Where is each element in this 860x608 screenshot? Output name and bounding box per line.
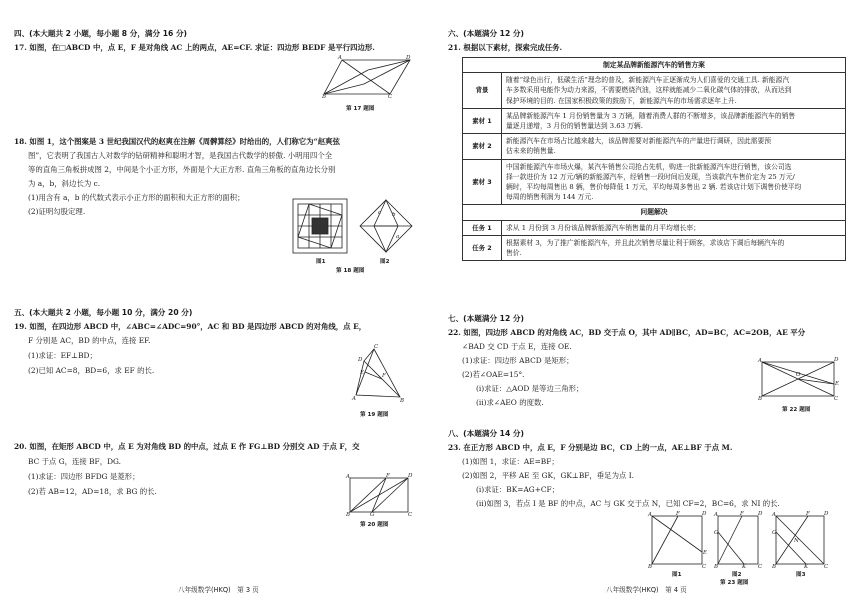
figure-20-caption: 第 20 题图 xyxy=(360,522,389,528)
question-22-line-5: (ⅰ)求证：△AOD 是等边三角形； xyxy=(476,384,584,393)
row-line: 车多数采用电能作为动力来源，不需要燃烧汽油，这样就能减少二氧化碳气体的排放，从而达到 xyxy=(506,86,792,95)
figure-17-caption: 第 17 题图 xyxy=(346,106,375,112)
row-line: 量逐月递增，3 月份的销售量达到 3.63 万辆. xyxy=(506,122,643,131)
row-content xyxy=(502,220,846,235)
svg-text:A: A xyxy=(758,358,762,364)
figure-23-2-label: 图2 xyxy=(732,572,742,578)
question-20-line-2: BC 于点 G，连接 BF，DG. xyxy=(28,457,121,466)
svg-text:C: C xyxy=(408,512,413,518)
svg-text:A: A xyxy=(648,512,652,518)
row-header: 任务 2 xyxy=(463,235,502,260)
question-22-line-6: (ⅱ)求∠AEO 的度数. xyxy=(476,398,544,407)
svg-text:D: D xyxy=(834,357,839,363)
section-6-heading: 六、(本题满分 12 分) xyxy=(448,29,524,38)
section-5-heading: 五、(本大题共 2 小题，每小题 10 分，满分 20 分) xyxy=(14,308,193,317)
svg-text:B: B xyxy=(648,564,653,570)
table-row xyxy=(463,235,846,260)
right-page-footer: 八年级数学(HKQ) 第 4 页 xyxy=(606,586,687,594)
question-20-line-1: 20. 如图，在矩形 ABCD 中，点 E 为对角线 BD 的中点，过点 E 作 FG⊥BD 分别交 AD 于点 F，交 xyxy=(14,442,360,451)
row-content xyxy=(502,108,846,133)
question-18-line-5: (1)用含有 a，b 的代数式表示小正方形的面积和大正方形的面积； xyxy=(28,193,245,202)
row-line: 随着“绿色出行，低碳生活”理念的普及，新能源汽车正逐渐成为人们喜爱的交通工具. 新能源汽 xyxy=(506,76,790,85)
question-22-line-4: (2)若∠OAE=15°. xyxy=(462,370,525,379)
row-line: 辆时，平均每周售出 8 辆，售价每降低 1 万元，平均每周多售出 2 辆. 若该店计划下调售价使平均 xyxy=(506,183,802,192)
svg-text:K: K xyxy=(742,564,747,570)
question-18-line-4: 为 a，b，斜边长为 c. xyxy=(28,179,101,188)
row-header: 素材 2 xyxy=(463,134,502,159)
question-22-line-2: ∠BAD 交 CD 于点 E，连接 OE. xyxy=(462,342,572,351)
svg-text:E: E xyxy=(360,370,365,376)
svg-text:C: C xyxy=(834,396,839,402)
svg-text:C: C xyxy=(374,344,379,350)
question-19-line-4: (2)已知 AC=8，BD=6，求 EF 的长. xyxy=(28,366,155,375)
question-18-line-1: 18. 如图 1，这个图案是 3 世纪我国汉代的赵爽在注解《周髀算经》时给出的，人们称它为“赵爽弦 xyxy=(14,137,340,146)
question-23-line-1: 23. 在正方形 ABCD 中，点 E，F 分别是边 BC，CD 上的一点，AE⊥BF 于点 M. xyxy=(448,443,733,452)
row-content xyxy=(502,73,846,109)
figure-23-3-label: 图3 xyxy=(796,572,806,578)
task-title: 问题解决 xyxy=(463,205,846,220)
figure-23-1-label: 图1 xyxy=(672,572,682,578)
figure-20 xyxy=(346,474,412,516)
table-title-row xyxy=(463,58,846,73)
figure-23-caption: 第 23 题图 xyxy=(720,580,749,586)
question-22-line-1: 22. 如图，四边形 ABCD 的对角线 AC，BD 交于点 O，其中 AD∥BC，AD=BC，AC=2OB，AE 平分 xyxy=(448,328,806,337)
svg-text:B: B xyxy=(346,512,351,518)
section-4-heading: 四、(本大题共 2 小题，每小题 8 分，满分 16 分) xyxy=(14,29,188,38)
question-20-line-3: (1)求证：四边形 BFDG 是菱形； xyxy=(28,472,140,481)
row-header: 任务 1 xyxy=(463,220,502,235)
table-row xyxy=(463,73,846,109)
section-8-heading: 八、(本题满分 14 分) xyxy=(448,429,524,438)
question-19-line-1: 19. 如图，在四边形 ABCD 中，∠ABC=∠ADC=90°，AC 和 BD 是四边形 ABCD 的对角线，点 E， xyxy=(14,322,367,331)
figure-18-2 xyxy=(358,198,414,254)
table-row xyxy=(463,134,846,159)
question-18-line-3: 等的直角三角板拼成图 2，中间是个小正方形，外面是个大正方形. 直角三角板的直角边长分别 xyxy=(28,165,336,174)
figure-18-2-label: 图2 xyxy=(380,259,390,265)
question-19-line-3: (1)求证：EF⊥BD； xyxy=(28,351,97,360)
svg-text:D: D xyxy=(408,473,413,479)
svg-text:A: A xyxy=(352,396,356,402)
svg-text:D: D xyxy=(358,357,363,363)
question-18-line-2: 图”，它表明了我国古人对数学的钻研精神和聪明才智，是我国古代数学的骄傲. 小明用四个全 xyxy=(28,151,333,160)
row-line: 求从 1 月份到 3 月份该品牌新能源汽车销售量的月平均增长率； xyxy=(506,223,701,232)
figure-19 xyxy=(352,345,404,403)
table-title: 制定某品牌新能源汽车的销售方案 xyxy=(463,58,846,73)
question-19-line-2: F 分别是 AC，BD 的中点，连接 EF. xyxy=(28,336,151,345)
svg-text:B: B xyxy=(772,564,777,570)
row-header: 素材 1 xyxy=(463,108,502,133)
question-22-line-3: (1)求证：四边形 ABCD 是矩形； xyxy=(462,356,574,365)
svg-text:D: D xyxy=(406,55,411,61)
figure-17 xyxy=(322,56,412,98)
svg-text:B: B xyxy=(758,396,763,402)
row-content xyxy=(502,235,846,260)
svg-text:B: B xyxy=(322,94,327,100)
svg-text:B: B xyxy=(400,398,405,404)
svg-text:D: D xyxy=(758,511,763,517)
row-line: 某品牌新能源汽车 1 月份销售量为 3 万辆，随着消费人群的不断增多，该品牌新能源汽车的销售 xyxy=(506,111,796,120)
svg-text:A: A xyxy=(338,55,342,61)
svg-text:C: C xyxy=(758,564,763,570)
figure-19-caption: 第 19 题图 xyxy=(360,412,389,418)
question-17-text: 17. 如图，在□ABCD 中，点 E，F 是对角线 AC 上的两点，AE=CF. 求证：四边形 BEDF 是平行四边形. xyxy=(14,43,375,52)
svg-text:B: B xyxy=(714,564,719,570)
question-23-line-5: (ⅱ)如图 3，若点 I 是 BF 的中点，AC 与 GK 交于点 N，已知 CF=2，BC=6，求 NI 的长. xyxy=(476,499,780,508)
svg-text:c: c xyxy=(378,210,382,216)
svg-text:E: E xyxy=(835,381,840,387)
figure-18-1-zhao-shuang-chart xyxy=(292,198,348,254)
svg-text:O: O xyxy=(796,372,801,378)
svg-text:F: F xyxy=(676,511,680,517)
question-23-line-3: (2)如图 2，平移 AE 至 GK，GK⊥BF，垂足为点 I. xyxy=(462,471,634,480)
row-line: 中国新能源汽车市场火爆，某汽车销售公司抢占先机，购进一批新能源汽车进行销售，该公司选 xyxy=(506,162,792,171)
svg-text:a: a xyxy=(396,234,400,240)
svg-text:D: D xyxy=(702,511,707,517)
svg-text:C: C xyxy=(702,564,707,570)
svg-text:G: G xyxy=(370,512,375,518)
svg-text:N: N xyxy=(794,538,799,544)
row-content xyxy=(502,159,846,205)
svg-text:G: G xyxy=(772,530,777,536)
sales-plan-table xyxy=(462,57,846,261)
svg-text:A: A xyxy=(346,474,350,480)
question-20-line-4: (2)若 AB=12，AD=18，求 BG 的长. xyxy=(28,487,157,496)
svg-text:b: b xyxy=(392,212,396,218)
table-task-title-row xyxy=(463,205,846,220)
svg-text:D: D xyxy=(824,511,829,517)
svg-text:A: A xyxy=(772,512,776,518)
svg-text:A: A xyxy=(714,512,718,518)
row-line: 新能源汽车在市场占比越来越大，该品牌需要对新能源汽车的产量进行调研，因此需要预 xyxy=(506,137,772,146)
row-line: 择一款进价为 12 万元/辆的新能源汽车，经销售一段时间后发现，当该款汽车售价定为 25 万元/ xyxy=(506,172,795,181)
svg-text:G: G xyxy=(714,530,719,536)
left-page-footer: 八年级数学(HKQ) 第 3 页 xyxy=(178,586,259,594)
row-line: 估未来的销售量. xyxy=(506,147,556,156)
svg-text:F: F xyxy=(740,511,744,517)
svg-text:F: F xyxy=(806,511,810,517)
figure-22-caption: 第 22 题图 xyxy=(782,407,811,413)
svg-text:F: F xyxy=(386,473,390,479)
question-21-text: 21. 根据以下素材，探索完成任务. xyxy=(448,43,563,52)
row-line: 售价. xyxy=(506,249,522,258)
svg-text:C: C xyxy=(388,94,393,100)
svg-text:C: C xyxy=(824,564,829,570)
row-line: 每周的销售利润为 144 万元. xyxy=(506,193,594,202)
svg-text:F: F xyxy=(382,373,386,379)
row-header: 素材 3 xyxy=(463,159,502,205)
row-header: 背景 xyxy=(463,73,502,109)
svg-text:K: K xyxy=(804,564,809,570)
table-row xyxy=(463,220,846,235)
table-row xyxy=(463,108,846,133)
table-row xyxy=(463,159,846,205)
figure-18-1-label: 图1 xyxy=(316,259,326,265)
row-line: 保护环境的目的. 在国家积极政策的鼓励下，新能源汽车的市场需求逐年上升. xyxy=(506,96,737,105)
row-content xyxy=(502,134,846,159)
question-18-line-6: (2)证明勾股定理. xyxy=(28,207,86,216)
svg-text:E: E xyxy=(703,550,708,556)
row-line: 根据素材 3，为了推广新能源汽车，并且此次销售尽量让利于顾客，求该店下调后每辆汽车的 xyxy=(506,238,785,247)
section-7-heading: 七、(本题满分 12 分) xyxy=(448,314,524,323)
figure-18-caption: 第 18 题图 xyxy=(336,268,365,274)
question-23-line-2: (1)如图 1，求证：AE=BF； xyxy=(462,457,559,466)
question-23-line-4: (ⅰ)求证：BK=AG+CF； xyxy=(476,485,560,494)
